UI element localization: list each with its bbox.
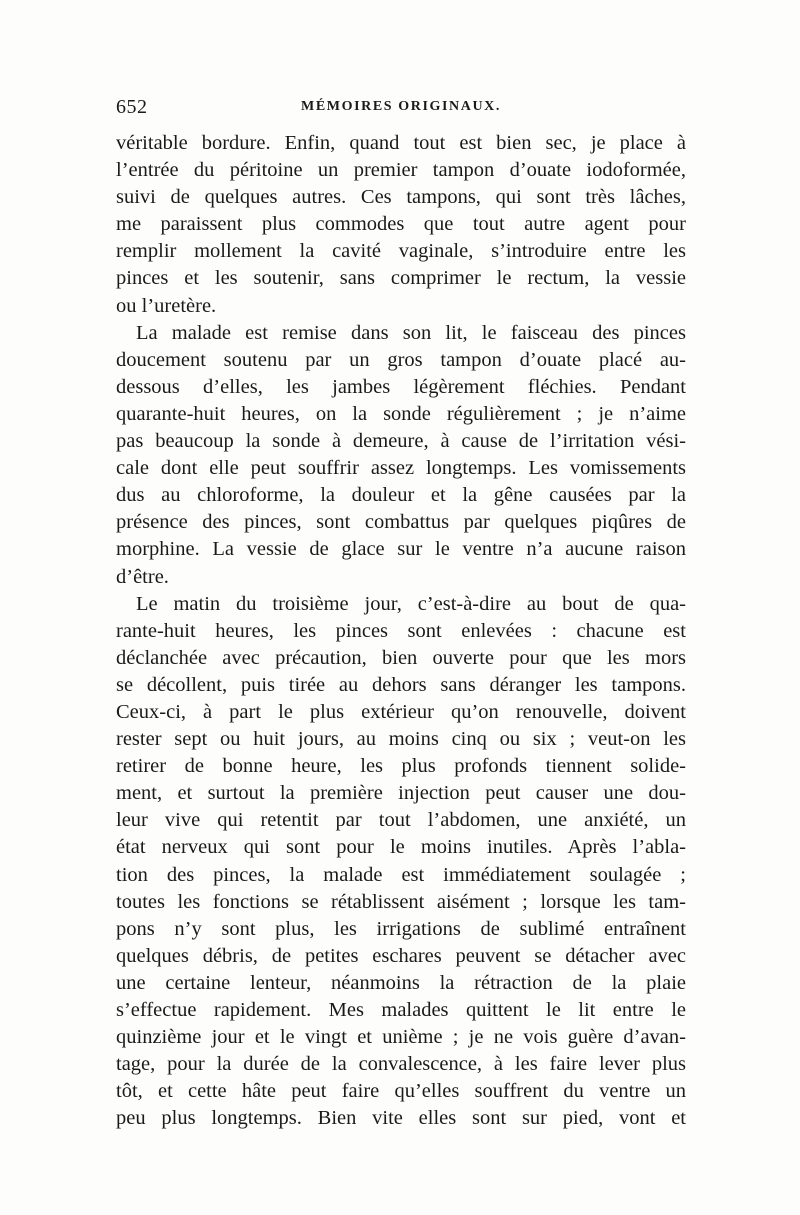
text-line: toutes les fonctions se rétablissent aisément ; lorsque les tam- xyxy=(116,890,686,913)
paragraph-start-line: La malade est remise dans son lit, le faisceau des pinces xyxy=(136,321,686,344)
text-line: leur vive qui retentit par tout l’abdomen, une anxiété, un xyxy=(116,809,686,832)
text-line: l’entrée du péritoine un premier tampon d’ouate iodoformée, xyxy=(116,159,686,182)
running-title: MÉMOIRES ORIGINAUX. xyxy=(301,99,501,114)
text-line: se décollent, puis tirée au dehors sans déranger les tampons. xyxy=(116,673,686,696)
text-line: quarante-huit heures, on la sonde régulièrement ; je n’aime xyxy=(116,402,686,425)
text-line: tage, pour la durée de la convalescence, à les faire lever plus xyxy=(116,1053,686,1076)
page-number: 652 xyxy=(116,96,148,118)
text-line: cale dont elle peut souffrir assez longtemps. Les vomissements xyxy=(116,457,686,480)
text-line: dessous d’elles, les jambes légèrement fléchies. Pendant xyxy=(116,375,686,398)
text-line: ou l’uretère. xyxy=(116,294,217,317)
text-line: rester sept ou huit jours, au moins cinq ou six ; veut-on les xyxy=(116,728,686,751)
text-line: me paraissent plus commodes que tout autre agent pour xyxy=(116,213,686,236)
page-header xyxy=(116,96,686,124)
text-line: pons n’y sont plus, les irrigations de sublimé entraînent xyxy=(116,917,686,940)
body-text xyxy=(116,130,686,1132)
text-line: quelques débris, de petites eschares peuvent se détacher avec xyxy=(116,944,686,967)
text-line: Ceux-ci, à part le plus extérieur qu’on renouvelle, doivent xyxy=(116,700,686,723)
text-line: doucement soutenu par un gros tampon d’ouate placé au- xyxy=(116,348,686,371)
text-line: d’être. xyxy=(116,565,169,588)
text-line: quinzième jour et le vingt et unième ; je ne vois guère d’avan- xyxy=(116,1026,686,1049)
text-line: présence des pinces, sont combattus par quelques piqûres de xyxy=(116,511,686,534)
text-line: s’effectue rapidement. Mes malades quittent le lit entre le xyxy=(116,999,686,1021)
text-line: suivi de quelques autres. Ces tampons, qui sont très lâches, xyxy=(116,186,686,209)
text-line: état nerveux qui sont pour le moins inutiles. Après l’abla- xyxy=(116,836,686,859)
text-line: pinces et les soutenir, sans comprimer le rectum, la vessie xyxy=(116,267,686,290)
paragraph-start-line: Le matin du troisième jour, c’est-à-dire au bout de qua- xyxy=(136,592,686,615)
text-line: rante-huit heures, les pinces sont enlevées : chacune est xyxy=(116,619,686,642)
text-line: remplir mollement la cavité vaginale, s’introduire entre les xyxy=(116,240,686,263)
text-line: retirer de bonne heure, les plus profonds tiennent solide- xyxy=(116,755,686,778)
text-line: dus au chloroforme, la douleur et la gêne causées par la xyxy=(116,484,686,507)
text-line: déclanchée avec précaution, bien ouverte pour que les mors xyxy=(116,646,686,669)
text-line: peu plus longtemps. Bien vite elles sont sur pied, vont et xyxy=(116,1107,686,1130)
text-line: une certaine lenteur, néanmoins la rétraction de la plaie xyxy=(116,971,686,994)
text-line: ment, et surtout la première injection peut causer une dou- xyxy=(116,782,686,805)
text-line: véritable bordure. Enfin, quand tout est bien sec, je place à xyxy=(116,132,686,154)
text-line: tôt, et cette hâte peut faire qu’elles souffrent du ventre un xyxy=(116,1080,686,1103)
text-line: pas beaucoup la sonde à demeure, à cause de l’irritation vési- xyxy=(116,430,686,453)
text-line: morphine. La vessie de glace sur le ventre n’a aucune raison xyxy=(116,538,686,561)
text-line: tion des pinces, la malade est immédiatement soulagée ; xyxy=(116,863,686,886)
